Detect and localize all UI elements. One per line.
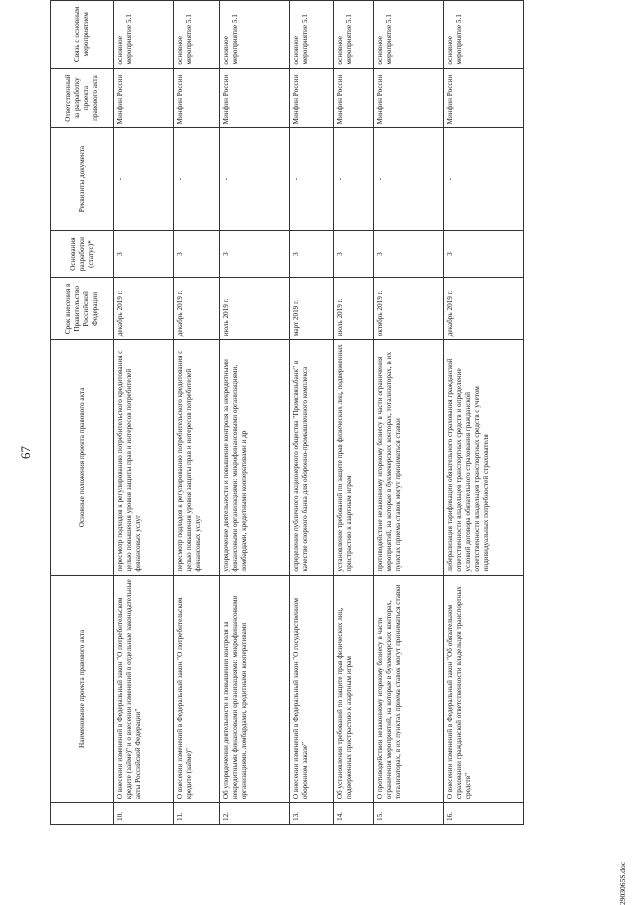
act-requisites: -	[114, 128, 174, 230]
row-number: 12.	[220, 803, 290, 825]
table-row	[444, 1, 524, 825]
act-basis: 3	[290, 230, 334, 278]
header-responsible: Ответственный за разработку проекта правового акта	[51, 68, 114, 128]
act-basis: 3	[374, 230, 444, 278]
table-body	[114, 1, 524, 825]
act-responsible: Минфин России	[174, 68, 220, 128]
act-provisions: определение публичного акционерного общества "Промсвязьбанк" в качестве опорного банка для оборонно-промышленного комплекса	[290, 340, 334, 575]
act-deadline: июль 2019 г.	[220, 278, 290, 340]
act-link: основное мероприятие 5.1	[220, 1, 290, 69]
act-provisions: упорядочение деятельности и повышение контроля за некредитными финансовыми организациями: микрофинансовыми организациями, ломбардами, кредитными кооперативами и др	[220, 340, 290, 575]
act-deadline: декабрь 2019 г.	[114, 278, 174, 340]
header-name: Наименование проекта правового акта	[51, 575, 114, 803]
act-responsible: Минфин России	[374, 68, 444, 128]
header-requisites: Реквизиты документа	[51, 128, 114, 230]
header-number	[51, 803, 114, 825]
act-link: основное мероприятие 5.1	[334, 1, 374, 69]
act-deadline: июль 2019 г.	[334, 278, 374, 340]
act-name: Об упорядочении деятельности и повышении контроля за некредитными финансовыми организациями: микрофинансовыми организациями, ломбардами, кредитными кооперативами	[220, 575, 290, 803]
act-basis: 3	[334, 230, 374, 278]
act-responsible: Минфин России	[220, 68, 290, 128]
legal-acts-table	[50, 0, 524, 825]
act-requisites: -	[374, 128, 444, 230]
act-name: О внесении изменений в Федеральный закон "О потребительском кредите (займе)" и о внесении изменений в отдельные законодательные акты Российской Федерации"	[114, 575, 174, 803]
act-provisions: противодействие незаконному игорному бизнесу в части ограничения мероприятий, на которые в букмекерских конторах, тотализаторах, в их пунктах приема ставок могут приниматься ставки	[374, 340, 444, 575]
act-requisites: -	[174, 128, 220, 230]
act-link: основное мероприятие 5.1	[114, 1, 174, 69]
act-provisions: установление требований по защите прав физических лиц, подверженных пристрастию к азартным играм	[334, 340, 374, 575]
act-responsible: Минфин России	[114, 68, 174, 128]
act-basis: 3	[220, 230, 290, 278]
header-provisions: Основные положения проекта правового акта	[51, 340, 114, 575]
act-deadline: декабрь 2019 г.	[444, 278, 524, 340]
act-name: О внесении изменений в Федеральный закон "О государственном оборонном заказе"	[290, 575, 334, 803]
header-link: Связь с основным мероприятием	[51, 1, 114, 69]
act-provisions: либерализация тарификации обязательного страхования гражданской ответственности владельцев транспортных средств и определение условий договора обязательного страхования гражданской ответственности владельцев транспортных средств с учетом индивидуальных потребностей страхователя	[444, 340, 524, 575]
act-basis: 3	[174, 230, 220, 278]
row-number: 10.	[114, 803, 174, 825]
act-basis: 3	[444, 230, 524, 278]
row-number: 11.	[174, 803, 220, 825]
act-basis: 3	[114, 230, 174, 278]
act-link: основное мероприятие 5.1	[174, 1, 220, 69]
act-requisites: -	[334, 128, 374, 230]
table-row	[374, 1, 444, 825]
act-link: основное мероприятие 5.1	[374, 1, 444, 69]
table-row	[114, 1, 174, 825]
act-provisions: пересмотр подходов к регулированию потребительского кредитования с целью повышения уровня защиты прав и интересов потребителей финансовых услуг	[174, 340, 220, 575]
act-responsible: Минфин России	[290, 68, 334, 128]
act-requisites: -	[444, 128, 524, 230]
table-row	[334, 1, 374, 825]
act-responsible: Минфин России	[444, 68, 524, 128]
act-link: основное мероприятие 5.1	[444, 1, 524, 69]
act-deadline: октябрь 2019 г.	[374, 278, 444, 340]
act-link: основное мероприятие 5.1	[290, 1, 334, 69]
row-number: 13.	[290, 803, 334, 825]
act-provisions: пересмотр подходов к регулированию потребительского кредитования с целью повышения уровня защиты прав и интересов потребителей финансовых услуг	[114, 340, 174, 575]
table-row	[174, 1, 220, 825]
header-deadline: Срок внесения в Правительство Российской Федерации	[51, 278, 114, 340]
act-name: О внесении изменений в Федеральный закон "О потребительском кредите (займе)"	[174, 575, 220, 803]
row-number: 14.	[334, 803, 374, 825]
act-requisites: -	[290, 128, 334, 230]
act-name: О внесении изменений в Федеральный закон "Об обязательном страховании гражданской ответственности владельцев транспортных средств"	[444, 575, 524, 803]
header-basis: Основания разработки (статус)*	[51, 230, 114, 278]
table-header	[51, 1, 114, 825]
row-number: 16.	[444, 803, 524, 825]
act-name: О противодействии незаконному игорному бизнесу в части ограничения мероприятий, на которые в букмекерских конторах, тотализаторах, в их пунктах приема ставок могут приниматься ставки	[374, 575, 444, 803]
table-row	[290, 1, 334, 825]
page-number: 67	[18, 446, 33, 459]
act-requisites: -	[220, 128, 290, 230]
act-name: Об установлении требований по защите прав физических лиц, подверженных пристрастию к азартным играм	[334, 575, 374, 803]
row-number: 15.	[374, 803, 444, 825]
act-responsible: Минфин России	[334, 68, 374, 128]
act-deadline: декабрь 2019 г.	[174, 278, 220, 340]
table-row	[220, 1, 290, 825]
file-code-footer: 2903065S.doc	[618, 861, 627, 905]
act-deadline: март 2019 г.	[290, 278, 334, 340]
